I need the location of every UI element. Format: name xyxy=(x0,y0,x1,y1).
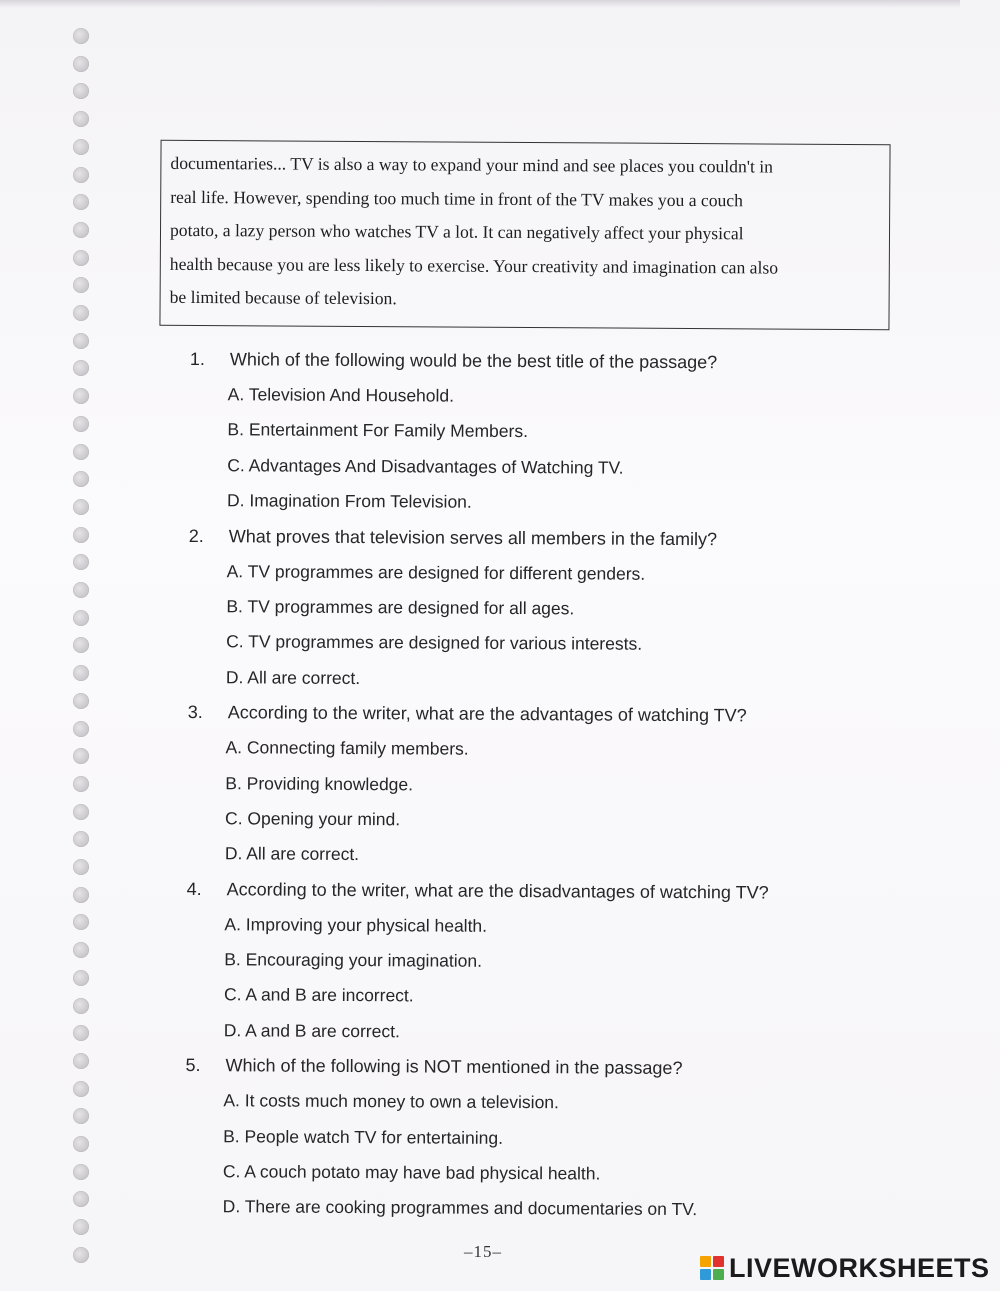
question-4 xyxy=(186,872,827,1052)
liveworksheets-logo[interactable] xyxy=(700,1253,990,1283)
binder-hole xyxy=(73,1108,89,1124)
option-b[interactable]: B. Encouraging your imagination. xyxy=(224,949,483,971)
binder-hole xyxy=(73,388,89,404)
binder-hole xyxy=(73,665,89,681)
option-b[interactable]: B. TV programmes are designed for all ages. xyxy=(226,596,575,619)
option-a[interactable]: A. It costs much money to own a television. xyxy=(223,1090,560,1113)
passage-line: health because you are less likely to exercise. Your creativity and imagination can also xyxy=(169,253,779,278)
passage-box xyxy=(159,140,890,330)
question-number: 3. xyxy=(187,702,203,723)
option-b[interactable]: B. People watch TV for entertaining. xyxy=(223,1125,504,1148)
binder-hole xyxy=(73,970,89,986)
question-text: According to the writer, what are the disadvantages of watching TV? xyxy=(226,878,769,903)
page-top-edge xyxy=(0,0,960,8)
binder-hole xyxy=(73,499,89,515)
option-b[interactable]: B. Providing knowledge. xyxy=(225,772,414,794)
binder-hole xyxy=(73,277,89,293)
binder-hole xyxy=(73,721,89,737)
logo-blocks-icon xyxy=(700,1256,724,1280)
question-text: Which of the following would be the best title of the passage? xyxy=(229,349,718,373)
passage-line: potato, a lazy person who watches TV a lot. It can negatively affect your physical xyxy=(169,219,744,244)
question-number: 2. xyxy=(188,525,204,546)
option-c[interactable]: C. Advantages And Disadvantages of Watching TV. xyxy=(227,455,624,478)
option-c[interactable]: C. TV programmes are designed for various interests. xyxy=(226,631,643,655)
passage-line: real life. However, spending too much time in front of the TV makes you a couch xyxy=(170,186,744,210)
binder-hole xyxy=(73,804,89,820)
option-d[interactable]: D. All are correct. xyxy=(224,843,360,865)
binder-hole xyxy=(73,1247,89,1263)
binder-hole xyxy=(73,831,89,847)
question-list xyxy=(185,342,830,1229)
binder-hole xyxy=(73,637,89,653)
binder-hole xyxy=(73,1191,89,1207)
binder-hole xyxy=(73,942,89,958)
binder-hole xyxy=(73,83,89,99)
binder-hole xyxy=(73,194,89,210)
option-c[interactable]: C. A couch potato may have bad physical health. xyxy=(222,1161,601,1184)
binder-hole xyxy=(73,914,89,930)
question-number: 4. xyxy=(186,878,202,899)
binder-hole xyxy=(73,748,89,764)
binder-hole xyxy=(73,1219,89,1235)
binder-hole xyxy=(73,1164,89,1180)
option-b[interactable]: B. Entertainment For Family Members. xyxy=(227,419,529,442)
logo-text: LIVEWORKSHEETS xyxy=(729,1252,990,1283)
question-1 xyxy=(189,342,830,522)
page-number: –15– xyxy=(464,1242,502,1261)
option-c[interactable]: C. Opening your mind. xyxy=(225,808,401,830)
binder-hole xyxy=(73,416,89,432)
option-d[interactable]: D. Imagination From Television. xyxy=(226,490,472,512)
question-text: According to the writer, what are the advantages of watching TV? xyxy=(227,702,747,726)
binder-hole xyxy=(73,360,89,376)
binder-hole xyxy=(73,305,89,321)
binder-hole xyxy=(73,887,89,903)
binder-hole xyxy=(73,1081,89,1097)
binder-hole xyxy=(73,776,89,792)
question-number: 1. xyxy=(189,348,205,370)
binder-hole xyxy=(73,693,89,709)
binder-hole xyxy=(73,333,89,349)
option-a[interactable]: A. Television And Household. xyxy=(227,384,455,406)
option-c[interactable]: C. A and B are incorrect. xyxy=(223,984,414,1006)
passage-line: documentaries... TV is also a way to expand your mind and see places you couldn't in xyxy=(170,152,774,177)
binder-hole xyxy=(73,167,89,183)
question-text: What proves that television serves all members in the family? xyxy=(228,525,718,549)
question-2 xyxy=(188,519,829,699)
binder-hole xyxy=(73,444,89,460)
question-number: 5. xyxy=(185,1055,201,1076)
binder-hole xyxy=(73,111,89,127)
question-text: Which of the following is NOT mentioned in the passage? xyxy=(225,1055,683,1079)
binder-hole xyxy=(73,554,89,570)
binder-hole xyxy=(73,1136,89,1152)
option-a[interactable]: A. TV programmes are designed for different genders. xyxy=(226,560,646,584)
option-d[interactable]: D. All are correct. xyxy=(225,666,361,688)
passage-line: be limited because of television. xyxy=(169,286,397,309)
binder-hole xyxy=(73,471,89,487)
binder-hole xyxy=(73,28,89,44)
option-a[interactable]: A. Connecting family members. xyxy=(225,737,469,759)
binder-hole xyxy=(73,1025,89,1041)
binder-hole xyxy=(73,610,89,626)
binder-hole xyxy=(73,998,89,1014)
binder-hole xyxy=(73,56,89,72)
binder-hole xyxy=(73,250,89,266)
option-d[interactable]: D. A and B are correct. xyxy=(223,1020,400,1042)
binder-hole xyxy=(73,859,89,875)
option-a[interactable]: A. Improving your physical health. xyxy=(224,913,488,936)
binder-hole xyxy=(73,1053,89,1069)
question-3 xyxy=(187,695,828,875)
binder-hole xyxy=(73,139,89,155)
option-d[interactable]: D. There are cooking programmes and documentaries on TV. xyxy=(222,1196,698,1220)
question-5 xyxy=(185,1048,826,1228)
binder-holes xyxy=(73,28,93,1288)
binder-hole xyxy=(73,582,89,598)
binder-hole xyxy=(73,222,89,238)
binder-hole xyxy=(73,527,89,543)
